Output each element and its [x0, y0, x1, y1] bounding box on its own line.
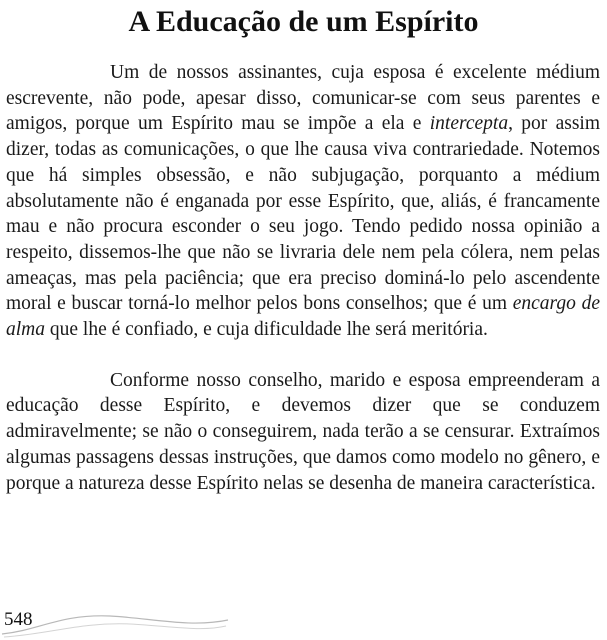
paragraph-1-segment-3: , por assim dizer, todas as comunicações, o que lhe causa viva contrariedade. Notemos que há simples obsessão, e não subjugação, porquanto a médium absolutamente não é enganada por esse Espírito, que, aliás, é francamente mau e não procura esconder o seu jogo. Tendo pedido nossa opinião a respeito, dissemos-lhe que não se livraria dele nem pela cólera, nem pelas ameaças, mas pela paciência; que era preciso dominá-lo pelo ascendente moral e buscar torná-lo melhor pelos bons conselhos; que é um: [6, 113, 600, 315]
paragraph-2: [6, 368, 600, 497]
paragraph-1-segment-5: que lhe é confiado, e cuja dificuldade lhe será meritória.: [45, 319, 488, 341]
paragraph-2-segment-1: Conforme nosso conselho, marido e esposa empreenderam a educação desse Espírito, e devemos dizer que se conduzem admiravelmente; se não o conseguirem, nada terão a se censurar. Extraímos algumas passagens dessas instruções, que damos como modelo no gênero, e porque a natureza desse Espírito nelas se desenha de maneira característica.: [6, 369, 600, 494]
body-text: [6, 60, 600, 496]
paragraph-1-segment-2-italic: intercepta: [429, 113, 509, 135]
footer-swoosh-ornament: [0, 604, 230, 640]
paragraph-1: [6, 60, 600, 343]
page-title: A Educação de um Espírito: [128, 5, 479, 38]
page-number: 548: [4, 609, 33, 630]
paragraph-1-segment-4-italic: encargo de alma: [6, 293, 600, 341]
paragraph-1-segment-1: Um de nossos assinantes, cuja esposa é excelente médium escrevente, não pode, apesar disso, comunicar-se com seus parentes e amigos, porque um Espírito mau se impõe a ela e: [6, 62, 600, 135]
